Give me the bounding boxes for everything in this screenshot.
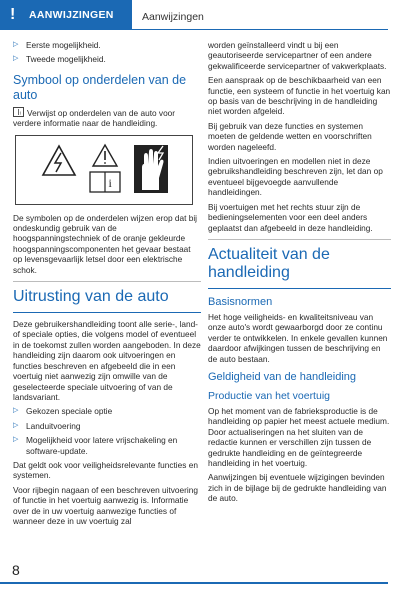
triangle-bullet-icon: ▷ xyxy=(13,421,19,429)
geldigheid-heading: Geldigheid van de handleiding xyxy=(208,370,357,383)
productie-paragraph: Op het moment van de fabrieksproductie is de handleiding op papier het meest actuele medium. Door actualiseringen na het sluiten van de redactie kunnen er verschillen zijn tussen de gedrukte handleiding en de geïntegreerde handleiding in het voertuig. xyxy=(208,405,390,468)
right-column xyxy=(208,40,391,508)
section-title: AANWIJZINGEN xyxy=(29,9,114,21)
availability-paragraph: Een aanspraak op de beschikbaarheid van een functie, een systeem of functie in het voertuig kan op basis van de beschrijving in de handleiding niet worden afgeleid. xyxy=(208,75,391,117)
info-book-icon xyxy=(13,107,24,117)
list-item: ▷ Eerste mogelijkheid. xyxy=(13,40,101,50)
list-item: ▷ Mogelijkheid voor latere vrijschakeling en software-update. xyxy=(13,435,178,456)
aanwijzingen-paragraph: Aanwijzingen bij eventuele wijzigingen bevinden zich in de bijlage bij de gedrukte handleiding van de auto. xyxy=(208,472,387,504)
electric-shock-hand-icon xyxy=(132,142,170,196)
breadcrumb: Aanwijzingen xyxy=(142,11,204,23)
section-divider xyxy=(13,281,201,282)
options-list xyxy=(13,40,201,65)
left-column xyxy=(13,40,201,530)
section-divider xyxy=(208,239,391,240)
triangle-bullet-icon: ▷ xyxy=(13,41,19,48)
hv-warning-symbols xyxy=(15,135,193,205)
high-voltage-warning-icon xyxy=(40,142,78,196)
list-item: ▷ Tweede mogelijkheid. xyxy=(13,54,106,65)
list-item: ▷ Landuitvoering xyxy=(13,420,81,431)
heading-underline xyxy=(208,288,391,289)
page-number: 8 xyxy=(12,562,20,578)
read-manual-icon xyxy=(86,142,124,196)
header-rule xyxy=(132,29,388,30)
voor-paragraph: Voor rijbegin nagaan of een beschreven uitvoering of functie in het voertuig aanwezig is. Informatie over de in uw voertuig aanwezige functies of wanneer deze in uw voertuig zal xyxy=(13,484,198,526)
triangle-bullet-icon: ▷ xyxy=(13,436,19,444)
exclamation-icon: ! xyxy=(10,6,16,23)
actualiteit-heading: Actualiteit van de handleiding xyxy=(208,245,330,281)
symbol-text: i Verwijst op onderdelen van de auto voor verdere informatie naar de handleiding. xyxy=(13,107,176,129)
right-hand-drive-paragraph: Bij voertuigen met het rechts stuur zijn de bedieningselementen voor een deel anders geplaatst dan afgebeeld in deze handleiding. xyxy=(208,201,373,233)
uitrusting-paragraph: Deze gebruikershandleiding toont alle serie-, land- of speciale opties, die volgens model of eventueel in de toekomst zullen worden aangeboden. In deze handleiding zijn daarom ook uitvoeringen en functies beschreven en afgebeeld die in een voertuig niet aanwezig zijn omwille van de geselecteerde speciale uitvoering of van de landsvariant. xyxy=(13,319,201,402)
basisnormen-heading: Basisnormen xyxy=(208,295,273,308)
hv-warning-text: De symbolen op de onderdelen wijzen erop dat bij ondeskundig gebruik van de hoogspanningstechniek of de oranje gekleurde hoogspanningscomponenten het gevaar bestaat op levensgevaarlijk letsel door een elektrische schok. xyxy=(13,212,198,275)
models-paragraph: Indien uitvoeringen en modellen niet in deze gebruikshandleiding beschreven zijn, let dan op eventueel bijgevoegde aanvullende handleidingen. xyxy=(208,156,383,198)
list-item: ▷ Gekozen speciale optie xyxy=(13,406,113,417)
symbol-heading: Symbool op onderdelen van de auto xyxy=(13,72,187,102)
triangle-bullet-icon: ▷ xyxy=(13,407,19,415)
uitrusting-heading: Uitrusting van de auto xyxy=(13,288,169,306)
triangle-bullet-icon: ▷ xyxy=(13,55,19,63)
section-tab xyxy=(0,0,132,30)
uitrusting-list xyxy=(13,406,201,456)
footer-rule xyxy=(0,582,388,584)
svg-text:i: i xyxy=(108,175,112,190)
safety-paragraph: Dat geldt ook voor veiligheidsrelevante functies en systemen. xyxy=(13,459,198,481)
productie-heading: Productie van het voertuig xyxy=(208,389,330,402)
svg-text:i: i xyxy=(19,111,21,116)
basisnormen-paragraph: Het hoge veiligheids- en kwaliteitsniveau van onze auto's wordt gewaarborgd door ze continu verder te ontwikkelen. In enkele gevallen kunnen daardoor afwijkingen tussen de beschrijving en de auto bestaan. xyxy=(208,311,388,364)
heading-underline xyxy=(13,312,201,313)
continued-paragraph: worden geïnstalleerd vindt u bij een geautoriseerde servicepartner of een andere gekwalificeerde servicepartner of vakwerkplaats. xyxy=(208,40,387,71)
law-paragraph: Bij gebruik van deze functies en systemen moeten de geldende wetten en voorschriften worden nageleefd. xyxy=(208,120,372,152)
